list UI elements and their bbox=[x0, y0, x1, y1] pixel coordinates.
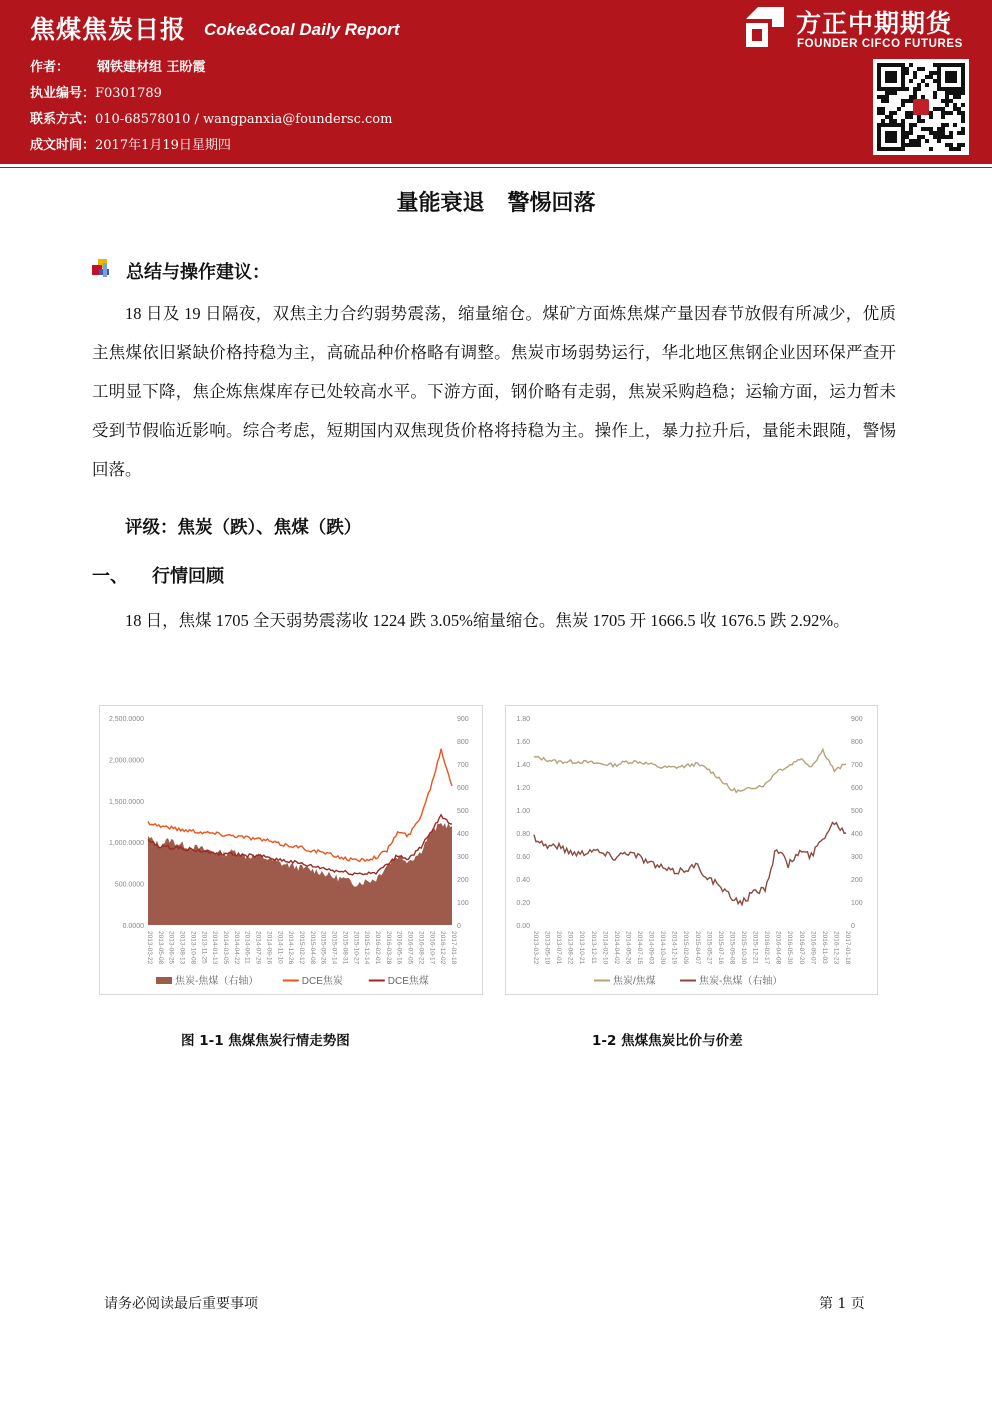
figure-caption-1: 图 1-1 焦煤焦炭行情走势图 bbox=[181, 1033, 350, 1049]
x-axis-tick-label: 2016-04-08 bbox=[774, 931, 782, 965]
x-axis-tick-label: 2013-08-13 bbox=[178, 931, 186, 965]
left-axis-tick-label: 1.60 bbox=[516, 739, 530, 746]
x-axis-tick-label: 2013-07-01 bbox=[555, 931, 563, 965]
x-axis-tick-label: 2015-08-31 bbox=[341, 931, 349, 965]
page-number: 第 1 页 bbox=[819, 1296, 865, 1312]
qr-code-icon bbox=[873, 59, 969, 155]
right-axis-tick-label: 500 bbox=[457, 808, 469, 815]
x-axis-tick-label: 2014-09-16 bbox=[265, 931, 273, 965]
right-axis-tick-label: 700 bbox=[457, 762, 469, 769]
report-header bbox=[0, 0, 992, 160]
x-axis-tick-label: 2015-12-21 bbox=[751, 931, 759, 965]
right-axis-tick-label: 900 bbox=[457, 716, 469, 723]
meta-license: 执业编号：F0301789 bbox=[30, 86, 162, 101]
report-title-cn: 焦煤焦炭日报 bbox=[30, 15, 187, 44]
x-axis-tick-label: 2015-02-09 bbox=[682, 931, 690, 965]
x-axis-tick-label: 2015-07-14 bbox=[330, 931, 338, 965]
document-title: 量能衰退 警惕回落 bbox=[396, 191, 596, 216]
right-axis-tick-label: 100 bbox=[851, 900, 863, 907]
x-axis-tick-label: 2016-12-23 bbox=[832, 931, 840, 965]
right-axis-tick-label: 700 bbox=[851, 762, 863, 769]
x-axis-tick-label: 2014-04-22 bbox=[232, 931, 240, 965]
header-divider bbox=[0, 160, 992, 164]
x-axis-tick-label: 2016-07-20 bbox=[797, 931, 805, 965]
chart-coke-coal-trend bbox=[99, 705, 483, 995]
logo-text-cn: 方正中期期货 bbox=[796, 9, 953, 38]
x-axis-tick-label: 2016-11-03 bbox=[820, 931, 828, 964]
x-axis-tick-label: 2015-09-08 bbox=[728, 931, 736, 965]
x-axis-tick-label: 2014-01-13 bbox=[211, 931, 219, 965]
right-axis-tick-label: 500 bbox=[851, 808, 863, 815]
x-axis-tick-label: 2015-12-14 bbox=[363, 931, 371, 965]
left-axis-tick-label: 1.20 bbox=[516, 785, 530, 792]
x-axis-tick-label: 2015-05-27 bbox=[705, 931, 713, 965]
legend-label: 焦炭-焦煤（右轴） bbox=[175, 976, 259, 987]
x-axis-tick-label: 2015-04-08 bbox=[308, 931, 316, 965]
right-axis-tick-label: 800 bbox=[457, 739, 469, 746]
right-axis-tick-label: 200 bbox=[851, 877, 863, 884]
x-axis-tick-label: 2016-05-30 bbox=[786, 931, 794, 965]
legend-label: 焦炭-焦煤（右轴） bbox=[699, 976, 783, 987]
founder-logo-icon bbox=[744, 5, 786, 49]
section-heading-review: 一、 行情回顾 bbox=[92, 566, 224, 587]
footer-notice: 请务必阅读最后重要事项 bbox=[104, 1296, 258, 1312]
x-axis-tick-label: 2016-02-01 bbox=[374, 931, 381, 965]
summary-paragraph: 18 日及 19 日隔夜，双焦主力合约弱势震荡，缩量缩仓。煤矿方面炼焦煤产量因春节放假有所减少，优质主焦煤依旧紧缺价格持稳为主，高硫品种价格略有调整。焦炭市场弱势运行，华北地区焦钢企业因环保严查开工明显下降，焦企炼焦煤库存已处较高水平。下游方面，钢价略有走弱，焦炭采购趋稳；运输方面，运力暂未受到节假临近影响。综合考虑，短期国内双焦现货价格将持稳为主。操作上，暴力拉升后，量能未跟随，警惕回落。 bbox=[92, 304, 896, 479]
right-axis-tick-label: 300 bbox=[851, 854, 863, 861]
x-axis-tick-label: 2013-10-21 bbox=[578, 931, 586, 965]
legend-label: DCE焦炭 bbox=[301, 976, 343, 987]
left-axis-tick-label: 1,000.0000 bbox=[108, 840, 144, 848]
x-axis-tick-label: 2015-02-12 bbox=[298, 931, 305, 965]
report-title-en: Coke&Coal Daily Report bbox=[204, 20, 400, 39]
x-axis-tick-label: 2015-07-16 bbox=[716, 931, 724, 965]
x-axis-tick-label: 2016-08-22 bbox=[417, 931, 425, 965]
right-axis-tick-label: 0 bbox=[851, 923, 855, 930]
x-axis-tick-label: 2014-02-10 bbox=[601, 931, 609, 965]
x-axis-tick-label: 2015-10-30 bbox=[740, 931, 747, 965]
series-area-0 bbox=[148, 823, 452, 925]
x-axis-tick-label: 2014-05-26 bbox=[624, 931, 632, 965]
x-axis-tick-label: 2014-03-05 bbox=[222, 931, 229, 965]
x-axis-tick-label: 2013-08-22 bbox=[566, 931, 574, 965]
x-axis-tick-label: 2015-10-27 bbox=[352, 931, 360, 965]
x-axis-tick-label: 2014-06-11 bbox=[243, 931, 251, 964]
left-axis-tick-label: 0.80 bbox=[516, 831, 530, 838]
left-axis-tick-label: 0.40 bbox=[516, 877, 530, 884]
left-axis-tick-label: 1.80 bbox=[516, 716, 530, 723]
x-axis-tick-label: 2014-10-30 bbox=[659, 931, 667, 965]
x-axis-tick-label: 2016-12-02 bbox=[439, 931, 447, 965]
legend-label: 焦炭/焦煤 bbox=[613, 976, 656, 987]
right-axis-tick-label: 300 bbox=[457, 854, 469, 861]
x-axis-tick-label: 2014-12-19 bbox=[670, 931, 678, 965]
right-axis-tick-label: 100 bbox=[457, 900, 469, 907]
right-axis-tick-label: 200 bbox=[457, 877, 469, 884]
x-axis-tick-label: 2013-03-22 bbox=[532, 931, 539, 965]
x-axis-tick-label: 2015-05-26 bbox=[319, 931, 327, 965]
left-axis-tick-label: 0.20 bbox=[516, 900, 530, 907]
legend-swatch bbox=[156, 977, 172, 984]
logo-text-en: FOUNDER CIFCO FUTURES bbox=[797, 38, 963, 50]
review-paragraph: 18 日，焦煤 1705 全天弱势震荡收 1224 跌 3.05%缩量缩仓。焦炭 1705 开 1666.5 收 1676.5 跌 2.92%。 bbox=[125, 611, 850, 630]
left-axis-tick-label: 500.0000 bbox=[114, 881, 144, 889]
right-axis-tick-label: 600 bbox=[851, 785, 863, 792]
x-axis-tick-label: 2014-04-02 bbox=[612, 931, 620, 965]
right-axis-tick-label: 600 bbox=[457, 785, 469, 792]
summary-heading-text: 总结与操作建议： bbox=[126, 262, 270, 283]
left-axis-tick-label: 0.00 bbox=[516, 923, 530, 930]
x-axis-tick-label: 2014-07-15 bbox=[636, 931, 643, 965]
left-axis-tick-label: 1.40 bbox=[516, 762, 530, 769]
x-axis-tick-label: 2016-05-16 bbox=[395, 931, 403, 965]
series-line-1 bbox=[148, 749, 452, 862]
x-axis-tick-label: 2013-05-10 bbox=[543, 931, 551, 965]
meta-date: 成文时间：2017年1月19日星期四 bbox=[30, 138, 231, 153]
x-axis-tick-label: 2016-07-05 bbox=[406, 931, 414, 965]
figure-caption-2: 1-2 焦煤焦炭比价与价差 bbox=[592, 1033, 743, 1049]
x-axis-tick-label: 2013-03-22 bbox=[146, 931, 153, 965]
meta-author: 作者： 钢铁建材组 王盼霞 bbox=[30, 60, 206, 75]
left-axis-tick-label: 2,000.0000 bbox=[108, 757, 144, 765]
x-axis-tick-label: 2016-10-17 bbox=[428, 931, 436, 965]
bullet-square-icon bbox=[92, 259, 114, 281]
x-axis-tick-label: 2015-04-07 bbox=[693, 931, 701, 965]
x-axis-tick-label: 2016-03-28 bbox=[384, 931, 392, 965]
x-axis-tick-label: 2014-12-26 bbox=[287, 931, 295, 965]
right-axis-tick-label: 400 bbox=[457, 831, 469, 838]
x-axis-tick-label: 2016-09-07 bbox=[809, 931, 817, 965]
left-axis-tick-label: 0.0000 bbox=[122, 923, 144, 930]
left-axis-tick-label: 0.60 bbox=[516, 854, 530, 861]
x-axis-tick-label: 2014-11-10 bbox=[276, 931, 284, 964]
rating-line: 评级：焦炭（跌）、焦煤（跌） bbox=[125, 518, 362, 538]
x-axis-tick-label: 2013-06-25 bbox=[167, 931, 175, 965]
x-axis-tick-label: 2013-12-11 bbox=[589, 931, 597, 964]
left-axis-tick-label: 2,500.0000 bbox=[108, 716, 144, 723]
x-axis-tick-label: 2013-10-08 bbox=[189, 931, 197, 965]
x-axis-tick-label: 2016-02-17 bbox=[763, 931, 771, 965]
series-line-0 bbox=[534, 749, 846, 792]
right-axis-tick-label: 400 bbox=[851, 831, 863, 838]
right-axis-tick-label: 800 bbox=[851, 739, 863, 746]
x-axis-tick-label: 2017-01-18 bbox=[844, 931, 851, 965]
right-axis-tick-label: 900 bbox=[851, 716, 863, 723]
x-axis-tick-label: 2014-07-29 bbox=[254, 931, 262, 965]
left-axis-tick-label: 1,500.0000 bbox=[108, 798, 144, 806]
x-axis-tick-label: 2013-11-25 bbox=[200, 931, 208, 964]
right-axis-tick-label: 0 bbox=[457, 923, 461, 930]
chart-ratio-spread bbox=[505, 705, 878, 995]
legend-label: DCE焦煤 bbox=[387, 976, 429, 987]
x-axis-tick-label: 2013-05-08 bbox=[156, 931, 164, 965]
meta-contact: 联系方式：010-68578010 / wangpanxia@foundersc.com bbox=[30, 112, 393, 127]
series-line-1 bbox=[534, 823, 846, 905]
x-axis-tick-label: 2014-09-03 bbox=[647, 931, 655, 965]
header-divider-thin bbox=[0, 167, 992, 168]
x-axis-tick-label: 2017-01-18 bbox=[450, 931, 457, 965]
left-axis-tick-label: 1.00 bbox=[516, 808, 530, 815]
